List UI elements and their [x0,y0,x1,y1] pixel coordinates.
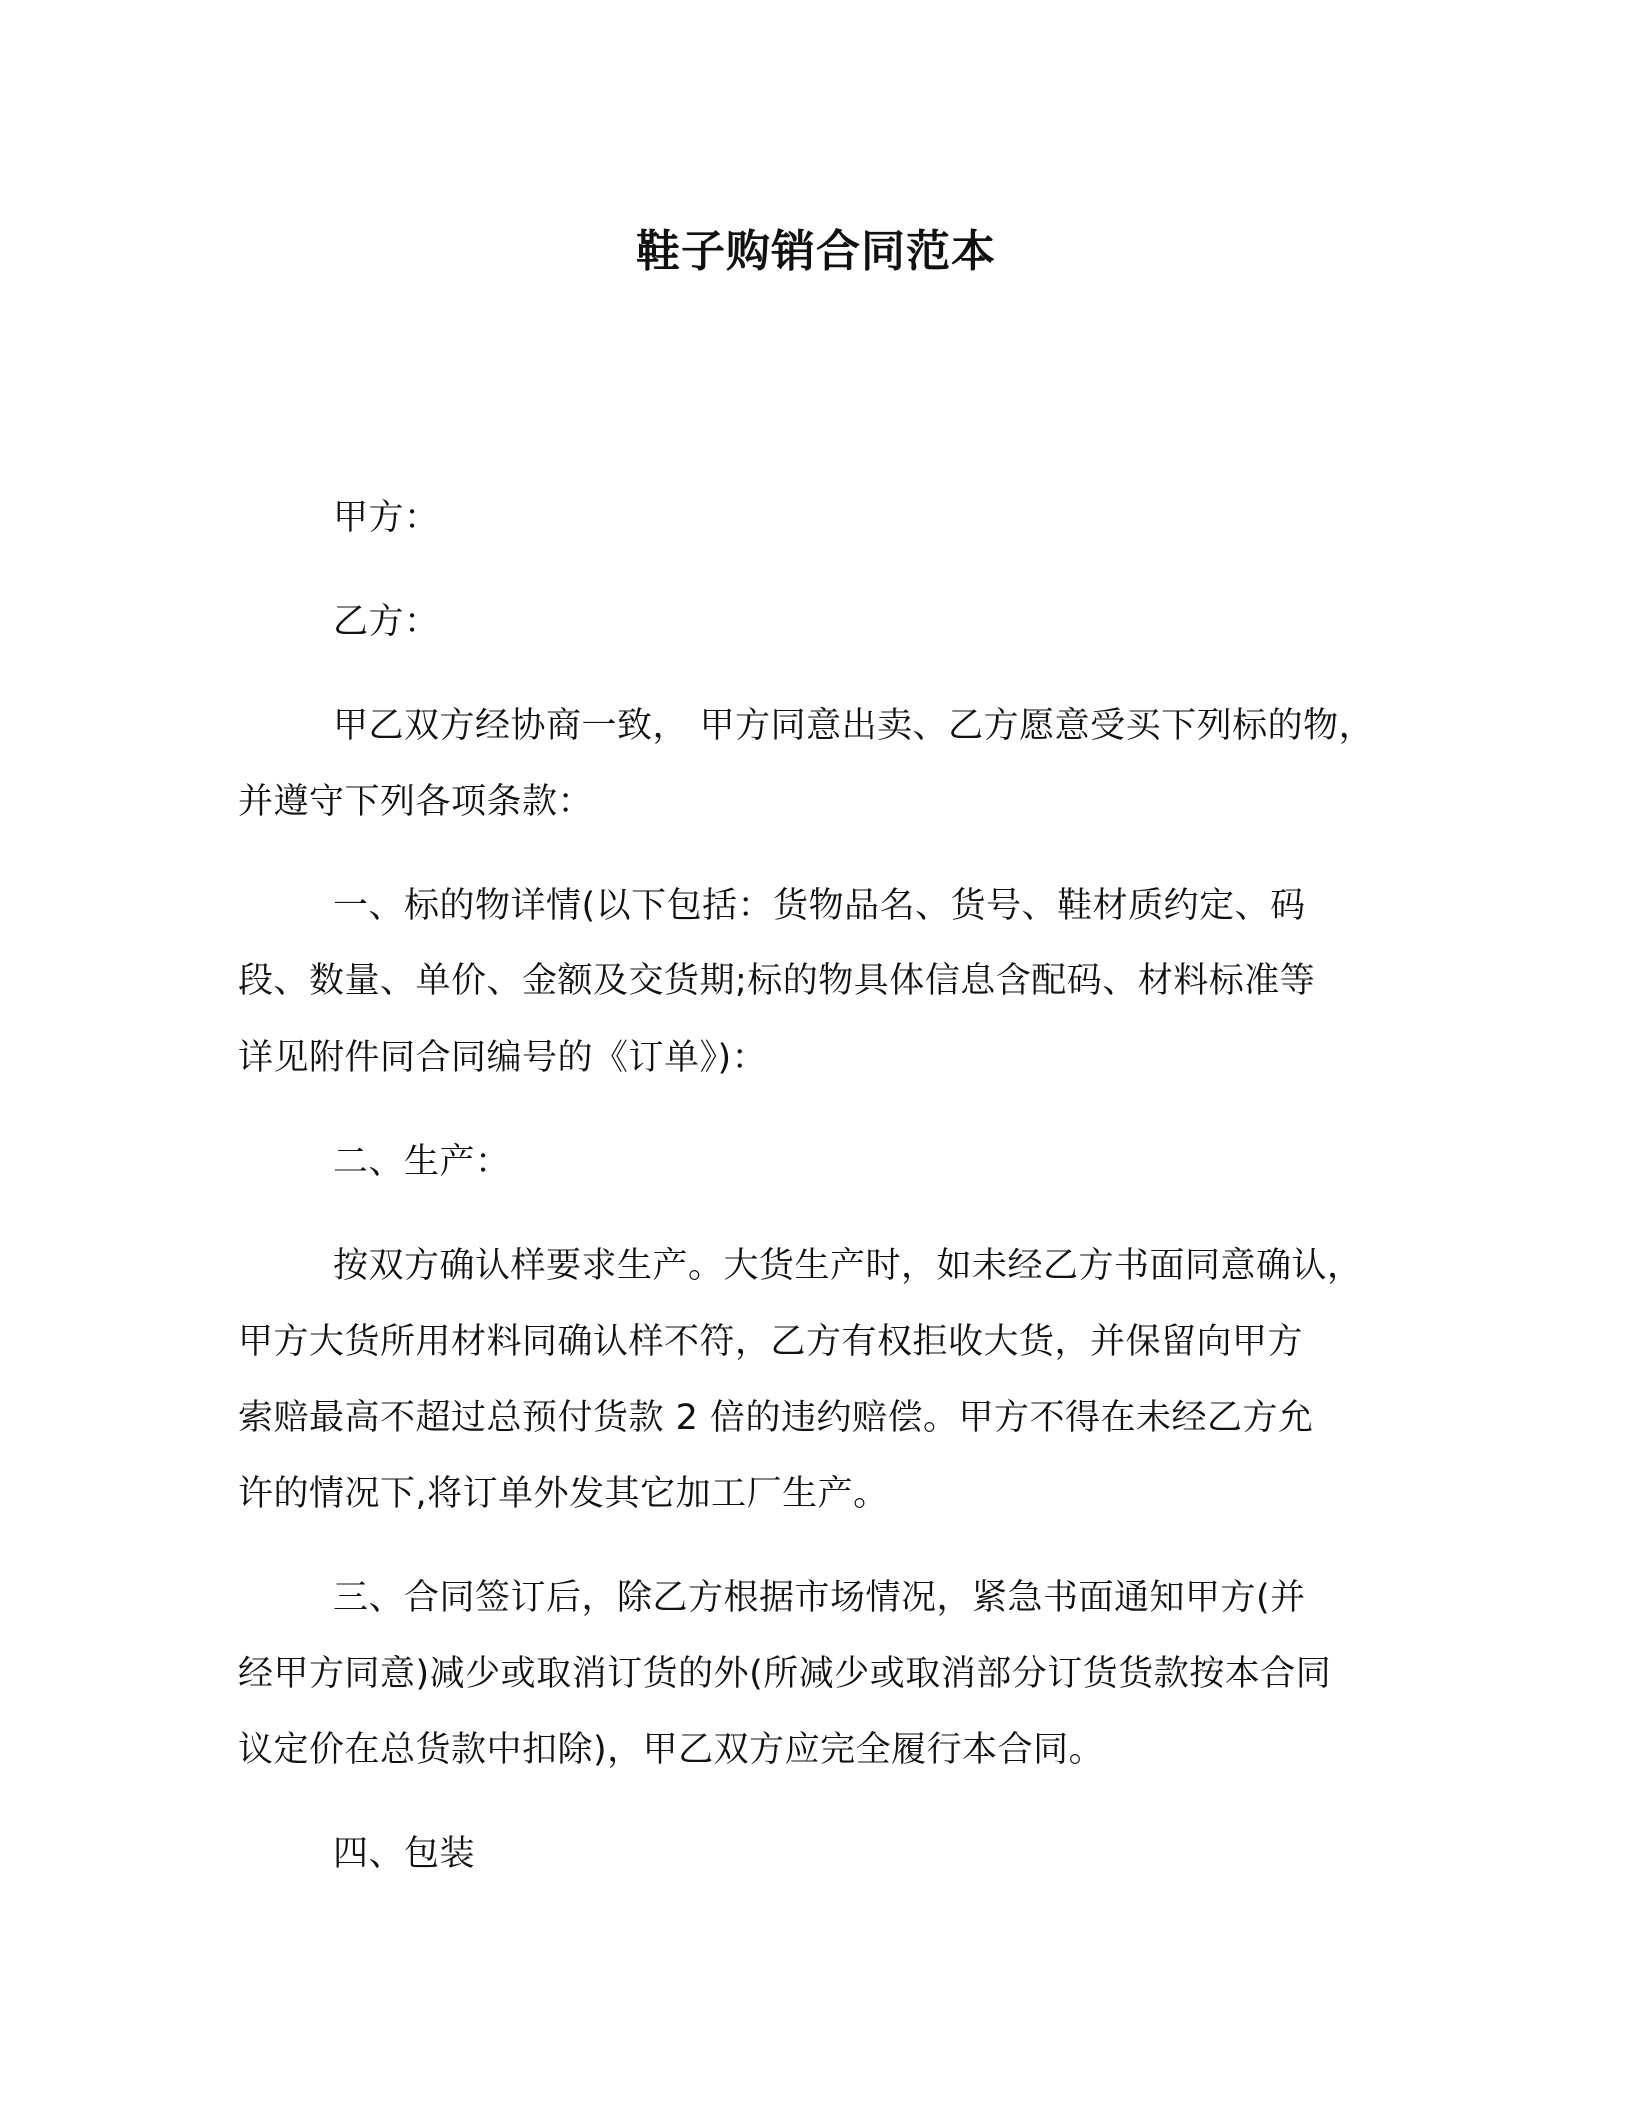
clause-3-line-2: 经甲方同意)减少或取消订货的外(所减少或取消部分订货货款按本合同 [238,1654,1332,1694]
clause-2-line-2: 甲方大货所用材料同确认样不符，乙方有权拒收大货，并保留向甲方 [238,1322,1304,1362]
party-b-label: 乙方： [333,602,440,642]
clause-3-line-3: 议定价在总货款中扣除)，甲乙双方应完全履行本合同。 [238,1730,1105,1770]
clause-1-line-2: 段、数量、单价、金额及交货期;标的物具体信息含配码、材料标准等 [238,961,1316,1001]
clause-2-line-4: 许的情况下,将订单外发其它加工厂生产。 [238,1474,889,1514]
party-a-label: 甲方： [333,498,440,538]
intro-line-2: 并遵守下列各项条款： [238,782,594,822]
clause-4-heading: 四、包装 [333,1834,476,1874]
clause-1-line-1: 一、标的物详情(以下包括：货物品名、货号、鞋材质约定、码 [333,886,1306,926]
clause-2-line-1: 按双方确认样要求生产。大货生产时，如未经乙方书面同意确认， [333,1246,1363,1286]
clause-2-heading: 二、生产： [333,1142,511,1182]
clause-2-line-3: 索赔最高不超过总预付货款 2 倍的违约赔偿。甲方不得在未经乙方允 [238,1398,1314,1438]
intro-line-1: 甲乙双方经协商一致， 甲方同意出卖、乙方愿意受买下列标的物， [333,706,1375,746]
clause-1-line-3: 详见附件同合同编号的《订单》)： [238,1038,768,1078]
clause-3-line-1: 三、合同签订后，除乙方根据市场情况，紧急书面通知甲方(并 [333,1578,1306,1618]
document-title: 鞋子购销合同范本 [636,226,996,277]
